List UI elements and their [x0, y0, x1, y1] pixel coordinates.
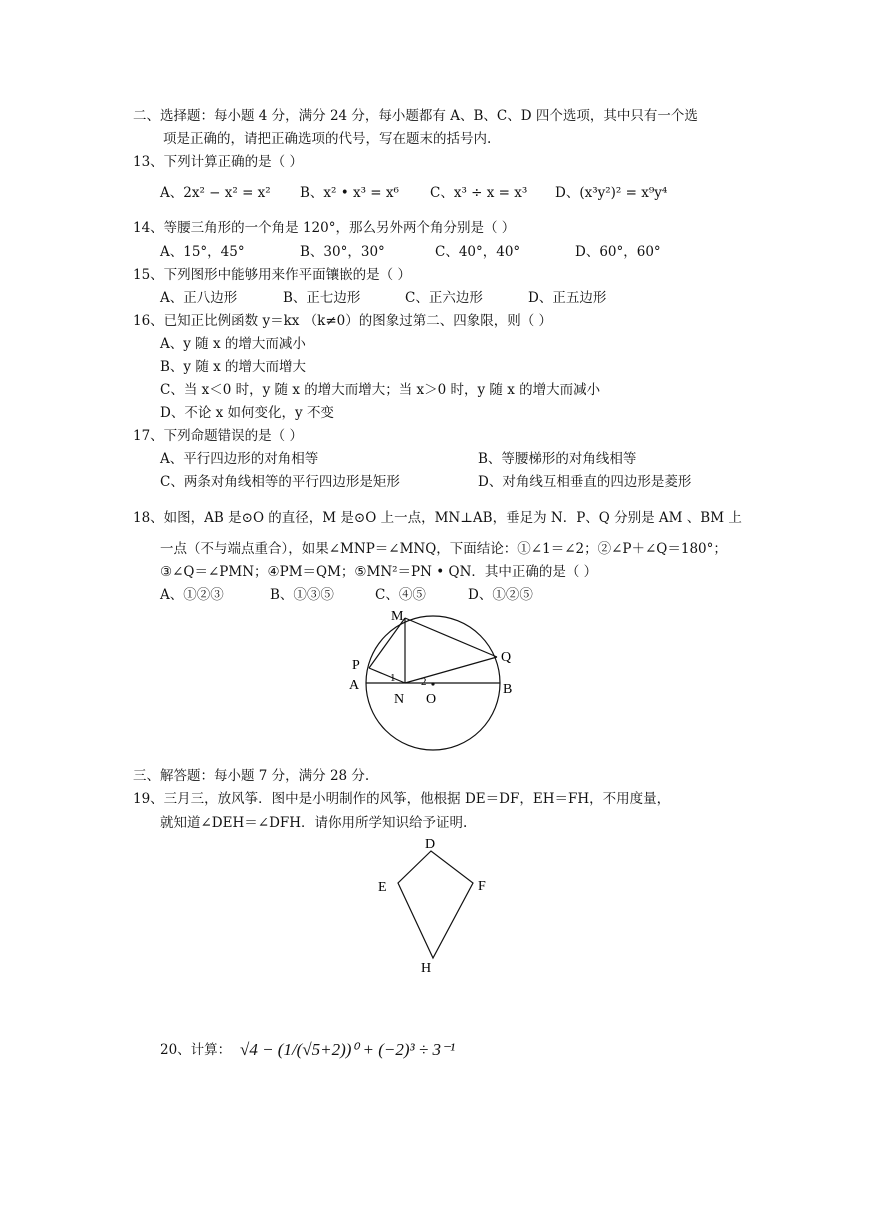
segment-mq	[405, 618, 497, 657]
q17-option-a: A、平行四边形的对角相等	[160, 451, 319, 467]
q18-line2: 一点（不与端点重合），如果∠MNP＝∠MNQ，下面结论：①∠1＝∠2；②∠P＋∠Q＝180°；	[160, 541, 727, 557]
q16-option-c: C、当 x＜0 时，y 随 x 的增大而增大；当 x＞0 时，y 随 x 的增大而减小	[160, 382, 601, 398]
label-o: O	[426, 692, 437, 707]
label-q: Q	[501, 650, 512, 665]
label-m: M	[391, 609, 404, 624]
section3-title: 三、解答题：每小题 7 分，满分 28 分.	[133, 768, 370, 784]
segment-pn	[369, 668, 405, 683]
label-a: A	[349, 678, 360, 693]
q17-option-b: B、等腰梯形的对角线相等	[478, 451, 637, 467]
label-angle-2: 2	[421, 676, 427, 688]
q14-option-c: C、40°，40°	[435, 244, 521, 260]
q15-stem: 15、下列图形中能够用来作平面镶嵌的是（ ）	[133, 267, 411, 283]
q18-options	[160, 586, 620, 606]
q14-options	[160, 243, 720, 263]
kite-outline	[398, 851, 473, 958]
q18-line3: ③∠Q＝∠PMN；④PM＝QM；⑤MN²＝PN • QN．其中正确的是（ ）	[160, 564, 598, 580]
section2-line1: 二、选择题：每小题 4 分，满分 24 分，每小题都有 A、B、C、D 四个选项，其中只有一个选	[133, 108, 698, 124]
label-e: E	[378, 880, 387, 895]
q14-option-d: D、60°，60°	[575, 244, 661, 260]
q15-option-b: B、正七边形	[283, 290, 361, 306]
q18-option-d: D、①②⑤	[468, 587, 533, 603]
q16-option-d: D、不论 x 如何变化，y 不变	[160, 405, 334, 421]
q16-option-a: A、y 随 x 的增大而减小	[160, 336, 306, 352]
q14-stem: 14、等腰三角形的一个角是 120°，那么另外两个角分别是（ ）	[133, 220, 516, 236]
q13-options	[160, 184, 720, 208]
label-h: H	[421, 961, 432, 976]
q17-stem: 17、下列命题错误的是（ ）	[133, 428, 303, 444]
q13-option-d: D、(x³y²)² = x⁹y⁴	[555, 185, 668, 201]
section2-line2: 项是正确的，请把正确选项的代号，写在题末的括号内.	[163, 131, 492, 147]
q18-circle-figure	[340, 605, 530, 755]
q13-option-a: A、2x² − x² = x²	[160, 185, 271, 201]
q19-line2: 就知道∠DEH＝∠DFH．请你用所学知识给予证明.	[160, 815, 468, 831]
label-angle-1: 1	[390, 672, 396, 684]
q20-expression: √4 − (1/(√5+2))⁰ + (−2)³ ÷ 3⁻¹	[240, 1040, 456, 1059]
q15-option-d: D、正五边形	[528, 290, 607, 306]
q16-option-b: B、y 随 x 的增大而增大	[160, 359, 307, 375]
label-p: P	[352, 658, 360, 673]
q17-option-d: D、对角线互相垂直的四边形是菱形	[478, 474, 692, 490]
label-n: N	[394, 692, 405, 707]
label-b: B	[503, 682, 513, 697]
q13-stem: 13、下列计算正确的是（ ）	[133, 154, 303, 170]
label-d: D	[425, 837, 436, 852]
q13-option-c: C、x³ ÷ x = x³	[430, 185, 528, 201]
segment-mp	[369, 618, 405, 668]
q15-options	[160, 289, 660, 309]
segment-nq	[405, 657, 497, 683]
q16-stem: 16、已知正比例函数 y＝kx （k≠0）的图象过第二、四象限，则（ ）	[133, 313, 553, 329]
q17-option-c: C、两条对角线相等的平行四边形是矩形	[160, 474, 400, 490]
q14-option-a: A、15°，45°	[160, 244, 245, 260]
q18-option-c: C、④⑤	[375, 587, 426, 603]
q13-option-b: B、x² • x³ = x⁶	[300, 185, 399, 201]
label-f: F	[478, 879, 486, 894]
q15-option-a: A、正八边形	[160, 290, 238, 306]
q18-option-a: A、①②③	[160, 587, 224, 603]
q15-option-c: C、正六边形	[405, 290, 483, 306]
q19-line1: 19、三月三，放风筝．图中是小明制作的风筝，他根据 DE＝DF，EH＝FH，不用度量，	[133, 791, 671, 807]
q18-line1: 18、如图，AB 是⊙O 的直径，M 是⊙O 上一点，MN⊥AB，垂足为 N．P、Q 分别是 AM 、BM 上	[133, 510, 742, 526]
q20-prefix: 20、计算：	[160, 1042, 232, 1058]
q19-kite-figure	[370, 833, 500, 978]
center-o-dot	[431, 682, 434, 685]
q18-option-b: B、①③⑤	[270, 587, 334, 603]
q14-option-b: B、30°，30°	[300, 244, 385, 260]
